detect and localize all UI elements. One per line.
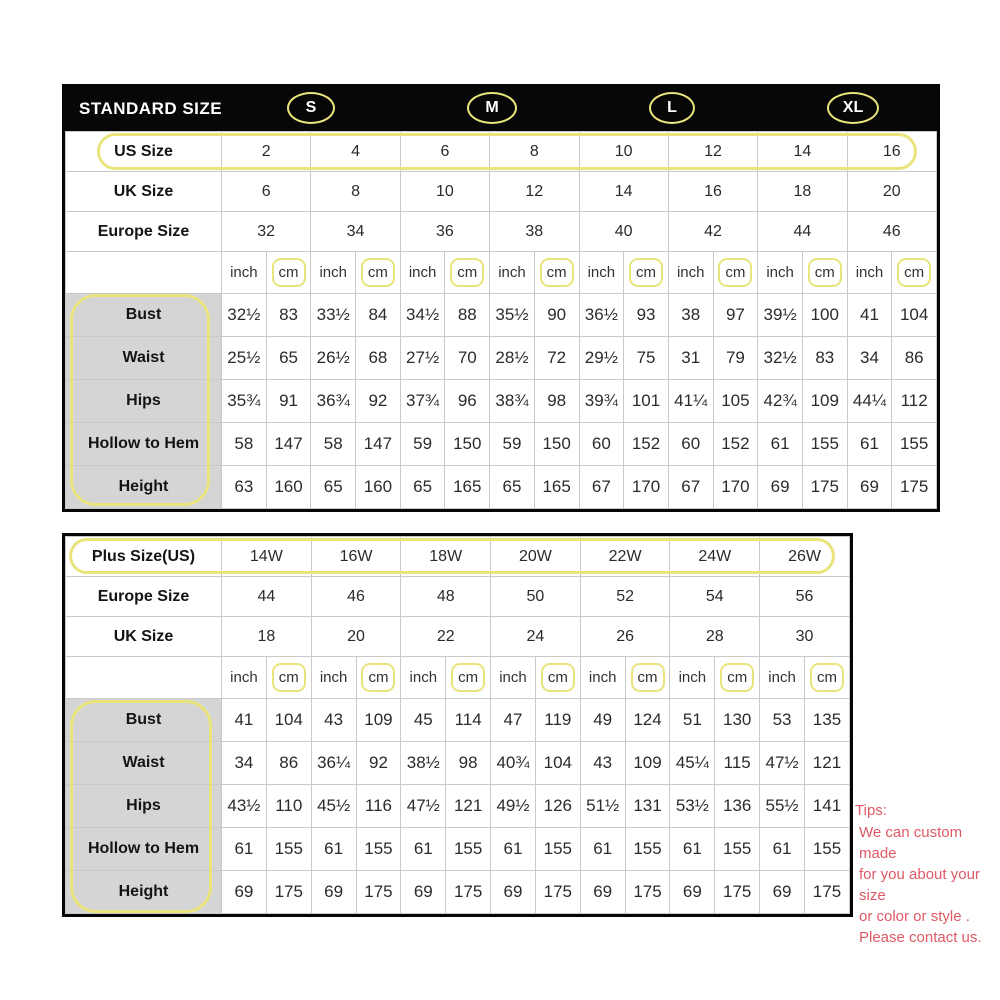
inch-value-cell: 53 xyxy=(760,699,805,742)
cm-highlight-badge: cm xyxy=(272,258,306,287)
inch-value-cell: 26½ xyxy=(311,337,356,380)
unit-inch-cell: inch xyxy=(311,252,356,294)
cm-value-cell: 155 xyxy=(715,828,760,871)
inch-value-cell: 69 xyxy=(311,871,356,914)
cm-value-cell: 92 xyxy=(356,742,401,785)
size-group-l-label: L xyxy=(667,99,677,116)
size-value-cell: 24W xyxy=(670,537,760,577)
custom-made-tips-note xyxy=(855,800,1000,948)
inch-value-cell: 36¾ xyxy=(311,380,356,423)
cm-value-cell: 155 xyxy=(802,423,847,466)
tips-line: or color or style . xyxy=(859,908,970,925)
row-label: Hips xyxy=(66,785,222,828)
cm-value-cell: 104 xyxy=(535,742,580,785)
cm-highlight-badge: cm xyxy=(897,258,931,287)
inch-value-cell: 42¾ xyxy=(758,380,803,423)
cm-value-cell: 70 xyxy=(445,337,490,380)
row-label: UK Size xyxy=(66,172,222,212)
size-row xyxy=(66,212,937,252)
cm-value-cell: 83 xyxy=(266,294,311,337)
cm-value-cell: 155 xyxy=(804,828,849,871)
cm-value-cell: 98 xyxy=(534,380,579,423)
size-row xyxy=(66,537,850,577)
cm-highlight-badge: cm xyxy=(808,258,842,287)
cm-highlight-badge: cm xyxy=(541,663,575,692)
size-value-cell: 16 xyxy=(668,172,757,212)
size-value-cell: 14 xyxy=(758,132,847,172)
inch-value-cell: 65 xyxy=(311,466,356,509)
cm-value-cell: 83 xyxy=(802,337,847,380)
cm-value-cell: 150 xyxy=(534,423,579,466)
unit-row xyxy=(66,252,937,294)
cm-value-cell: 126 xyxy=(535,785,580,828)
inch-value-cell: 47 xyxy=(491,699,536,742)
size-value-cell: 40 xyxy=(579,212,668,252)
inch-value-cell: 47½ xyxy=(760,742,805,785)
inch-value-cell: 60 xyxy=(579,423,624,466)
unit-inch-cell: inch xyxy=(579,252,624,294)
cm-value-cell: 165 xyxy=(534,466,579,509)
inch-value-cell: 29½ xyxy=(579,337,624,380)
cm-value-cell: 165 xyxy=(445,466,490,509)
size-group-s-badge xyxy=(287,92,335,124)
size-value-cell: 48 xyxy=(401,577,491,617)
plus-size-table xyxy=(62,533,853,917)
cm-value-cell: 155 xyxy=(266,828,311,871)
cm-highlight-badge: cm xyxy=(361,258,395,287)
row-label: Europe Size xyxy=(66,577,222,617)
size-value-cell: 30 xyxy=(760,617,850,657)
inch-value-cell: 25½ xyxy=(222,337,267,380)
size-group-xl-label: XL xyxy=(842,99,864,116)
plus-size-grid xyxy=(65,536,850,914)
size-value-cell: 16 xyxy=(847,132,936,172)
size-value-cell: 52 xyxy=(580,577,670,617)
size-value-cell: 50 xyxy=(491,577,581,617)
cm-value-cell: 155 xyxy=(356,828,401,871)
cm-highlight-badge: cm xyxy=(361,663,395,692)
inch-value-cell: 35¾ xyxy=(222,380,267,423)
cm-value-cell: 72 xyxy=(534,337,579,380)
size-value-cell: 20W xyxy=(491,537,581,577)
size-value-cell: 6 xyxy=(400,132,489,172)
cm-value-cell: 116 xyxy=(356,785,401,828)
inch-value-cell: 51½ xyxy=(580,785,625,828)
inch-value-cell: 27½ xyxy=(400,337,445,380)
size-value-cell: 36 xyxy=(400,212,489,252)
size-value-cell: 2 xyxy=(222,132,311,172)
size-value-cell: 12 xyxy=(490,172,579,212)
size-value-cell: 56 xyxy=(760,577,850,617)
size-value-cell: 44 xyxy=(758,212,847,252)
inch-value-cell: 69 xyxy=(760,871,805,914)
cm-highlight-badge: cm xyxy=(810,663,844,692)
cm-value-cell: 91 xyxy=(266,380,311,423)
inch-value-cell: 36½ xyxy=(579,294,624,337)
size-row xyxy=(66,172,937,212)
inch-value-cell: 32½ xyxy=(222,294,267,337)
measurement-row xyxy=(66,423,937,466)
size-value-cell: 46 xyxy=(311,577,401,617)
size-row xyxy=(66,132,937,172)
measurement-row xyxy=(66,699,850,742)
size-value-cell: 22W xyxy=(580,537,670,577)
unit-cm-cell xyxy=(534,252,579,294)
row-label: Europe Size xyxy=(66,212,222,252)
unit-inch-cell: inch xyxy=(400,252,445,294)
cm-value-cell: 86 xyxy=(892,337,937,380)
cm-value-cell: 155 xyxy=(446,828,491,871)
inch-value-cell: 51 xyxy=(670,699,715,742)
cm-value-cell: 109 xyxy=(625,742,670,785)
cm-value-cell: 75 xyxy=(624,337,669,380)
standard-size-table xyxy=(62,84,940,512)
size-value-cell: 18 xyxy=(758,172,847,212)
inch-value-cell: 34½ xyxy=(400,294,445,337)
tips-line: Please contact us. xyxy=(859,929,982,946)
row-label xyxy=(66,252,222,294)
row-label: Height xyxy=(66,871,222,914)
cm-highlight-badge: cm xyxy=(720,663,754,692)
cm-highlight-badge: cm xyxy=(451,663,485,692)
cm-value-cell: 121 xyxy=(446,785,491,828)
measurement-row xyxy=(66,871,850,914)
inch-value-cell: 43 xyxy=(580,742,625,785)
size-value-cell: 16W xyxy=(311,537,401,577)
unit-cm-cell xyxy=(356,657,401,699)
size-value-cell: 18 xyxy=(222,617,312,657)
size-value-cell: 8 xyxy=(311,172,400,212)
cm-value-cell: 175 xyxy=(802,466,847,509)
cm-value-cell: 93 xyxy=(624,294,669,337)
inch-value-cell: 34 xyxy=(222,742,267,785)
size-group-l-badge xyxy=(649,92,695,124)
row-label: Bust xyxy=(66,294,222,337)
cm-value-cell: 150 xyxy=(445,423,490,466)
inch-value-cell: 69 xyxy=(670,871,715,914)
row-label: Waist xyxy=(66,742,222,785)
size-value-cell: 54 xyxy=(670,577,760,617)
measurement-row xyxy=(66,466,937,509)
unit-inch-cell: inch xyxy=(222,252,267,294)
inch-value-cell: 69 xyxy=(580,871,625,914)
cm-value-cell: 175 xyxy=(266,871,311,914)
row-label: Waist xyxy=(66,337,222,380)
inch-value-cell: 37¾ xyxy=(400,380,445,423)
unit-cm-cell xyxy=(804,657,849,699)
inch-value-cell: 45½ xyxy=(311,785,356,828)
inch-value-cell: 38¾ xyxy=(490,380,535,423)
inch-value-cell: 35½ xyxy=(490,294,535,337)
inch-value-cell: 59 xyxy=(490,423,535,466)
row-label: US Size xyxy=(66,132,222,172)
inch-value-cell: 34 xyxy=(847,337,892,380)
cm-value-cell: 160 xyxy=(356,466,401,509)
unit-inch-cell: inch xyxy=(668,252,713,294)
cm-value-cell: 114 xyxy=(446,699,491,742)
inch-value-cell: 61 xyxy=(311,828,356,871)
inch-value-cell: 59 xyxy=(400,423,445,466)
size-group-s-label: S xyxy=(305,99,317,116)
cm-value-cell: 121 xyxy=(804,742,849,785)
size-value-cell: 10 xyxy=(579,132,668,172)
inch-value-cell: 33½ xyxy=(311,294,356,337)
cm-value-cell: 86 xyxy=(266,742,311,785)
cm-value-cell: 136 xyxy=(715,785,760,828)
standard-size-grid xyxy=(65,131,937,509)
size-value-cell: 12 xyxy=(668,132,757,172)
cm-value-cell: 124 xyxy=(625,699,670,742)
cm-highlight-badge: cm xyxy=(718,258,752,287)
size-row xyxy=(66,617,850,657)
unit-cm-cell xyxy=(802,252,847,294)
cm-value-cell: 88 xyxy=(445,294,490,337)
cm-highlight-badge: cm xyxy=(450,258,484,287)
row-label xyxy=(66,657,222,699)
inch-value-cell: 39½ xyxy=(758,294,803,337)
size-value-cell: 34 xyxy=(311,212,400,252)
tips-title: Tips: xyxy=(855,802,887,819)
size-value-cell: 28 xyxy=(670,617,760,657)
unit-inch-cell: inch xyxy=(311,657,356,699)
size-value-cell: 14W xyxy=(222,537,312,577)
cm-value-cell: 97 xyxy=(713,294,758,337)
size-value-cell: 26 xyxy=(580,617,670,657)
size-value-cell: 20 xyxy=(847,172,936,212)
size-value-cell: 44 xyxy=(222,577,312,617)
measurement-row xyxy=(66,380,937,423)
unit-inch-cell: inch xyxy=(401,657,446,699)
inch-value-cell: 63 xyxy=(222,466,267,509)
inch-value-cell: 61 xyxy=(847,423,892,466)
size-value-cell: 14 xyxy=(579,172,668,212)
size-value-cell: 42 xyxy=(668,212,757,252)
inch-value-cell: 41¼ xyxy=(668,380,713,423)
inch-value-cell: 55½ xyxy=(760,785,805,828)
inch-value-cell: 60 xyxy=(668,423,713,466)
inch-value-cell: 61 xyxy=(580,828,625,871)
unit-cm-cell xyxy=(446,657,491,699)
size-value-cell: 20 xyxy=(311,617,401,657)
inch-value-cell: 69 xyxy=(491,871,536,914)
size-value-cell: 32 xyxy=(222,212,311,252)
row-label: Hollow to Hem xyxy=(66,828,222,871)
inch-value-cell: 38 xyxy=(668,294,713,337)
tips-line: for you about your size xyxy=(859,866,980,904)
unit-cm-cell xyxy=(624,252,669,294)
cm-value-cell: 175 xyxy=(535,871,580,914)
cm-value-cell: 98 xyxy=(446,742,491,785)
inch-value-cell: 44¼ xyxy=(847,380,892,423)
cm-value-cell: 112 xyxy=(892,380,937,423)
unit-cm-cell xyxy=(535,657,580,699)
size-group-m-label: M xyxy=(485,99,499,116)
size-value-cell: 8 xyxy=(490,132,579,172)
unit-cm-cell xyxy=(625,657,670,699)
unit-cm-cell xyxy=(356,252,401,294)
tips-line: We can custom made xyxy=(859,824,963,862)
inch-value-cell: 43 xyxy=(311,699,356,742)
cm-value-cell: 109 xyxy=(356,699,401,742)
inch-value-cell: 53½ xyxy=(670,785,715,828)
cm-value-cell: 92 xyxy=(356,380,401,423)
cm-value-cell: 175 xyxy=(356,871,401,914)
cm-value-cell: 170 xyxy=(624,466,669,509)
cm-value-cell: 131 xyxy=(625,785,670,828)
unit-cm-cell xyxy=(892,252,937,294)
inch-value-cell: 61 xyxy=(491,828,536,871)
inch-value-cell: 45¼ xyxy=(670,742,715,785)
inch-value-cell: 69 xyxy=(758,466,803,509)
cm-value-cell: 90 xyxy=(534,294,579,337)
inch-value-cell: 45 xyxy=(401,699,446,742)
size-row xyxy=(66,577,850,617)
cm-value-cell: 175 xyxy=(715,871,760,914)
inch-value-cell: 41 xyxy=(847,294,892,337)
unit-inch-cell: inch xyxy=(760,657,805,699)
cm-value-cell: 147 xyxy=(266,423,311,466)
cm-value-cell: 79 xyxy=(713,337,758,380)
cm-value-cell: 119 xyxy=(535,699,580,742)
inch-value-cell: 61 xyxy=(401,828,446,871)
unit-cm-cell xyxy=(715,657,760,699)
size-value-cell: 26W xyxy=(760,537,850,577)
cm-value-cell: 130 xyxy=(715,699,760,742)
cm-value-cell: 135 xyxy=(804,699,849,742)
cm-value-cell: 155 xyxy=(535,828,580,871)
unit-inch-cell: inch xyxy=(491,657,536,699)
row-label: UK Size xyxy=(66,617,222,657)
row-label: Hollow to Hem xyxy=(66,423,222,466)
inch-value-cell: 61 xyxy=(670,828,715,871)
cm-value-cell: 84 xyxy=(356,294,401,337)
cm-value-cell: 104 xyxy=(892,294,937,337)
size-value-cell: 10 xyxy=(400,172,489,212)
inch-value-cell: 69 xyxy=(847,466,892,509)
unit-cm-cell xyxy=(445,252,490,294)
size-value-cell: 4 xyxy=(311,132,400,172)
inch-value-cell: 38½ xyxy=(401,742,446,785)
measurement-row xyxy=(66,828,850,871)
cm-value-cell: 175 xyxy=(625,871,670,914)
standard-table-title: STANDARD SIZE xyxy=(79,99,223,118)
unit-inch-cell: inch xyxy=(847,252,892,294)
inch-value-cell: 69 xyxy=(222,871,267,914)
inch-value-cell: 39¾ xyxy=(579,380,624,423)
unit-inch-cell: inch xyxy=(490,252,535,294)
measurement-row xyxy=(66,785,850,828)
cm-value-cell: 105 xyxy=(713,380,758,423)
inch-value-cell: 49½ xyxy=(491,785,536,828)
cm-value-cell: 68 xyxy=(356,337,401,380)
inch-value-cell: 65 xyxy=(400,466,445,509)
row-label: Hips xyxy=(66,380,222,423)
inch-value-cell: 69 xyxy=(401,871,446,914)
inch-value-cell: 32½ xyxy=(758,337,803,380)
row-label: Height xyxy=(66,466,222,509)
standard-table-header xyxy=(65,87,937,131)
cm-value-cell: 175 xyxy=(804,871,849,914)
inch-value-cell: 61 xyxy=(760,828,805,871)
measurement-row xyxy=(66,742,850,785)
row-label: Plus Size(US) xyxy=(66,537,222,577)
cm-value-cell: 175 xyxy=(892,466,937,509)
cm-value-cell: 152 xyxy=(624,423,669,466)
inch-value-cell: 40¾ xyxy=(491,742,536,785)
unit-cm-cell xyxy=(266,252,311,294)
cm-value-cell: 104 xyxy=(266,699,311,742)
inch-value-cell: 67 xyxy=(579,466,624,509)
cm-highlight-badge: cm xyxy=(629,258,663,287)
unit-inch-cell: inch xyxy=(758,252,803,294)
row-label: Bust xyxy=(66,699,222,742)
inch-value-cell: 58 xyxy=(311,423,356,466)
inch-value-cell: 49 xyxy=(580,699,625,742)
unit-inch-cell: inch xyxy=(222,657,267,699)
size-value-cell: 24 xyxy=(491,617,581,657)
inch-value-cell: 36¼ xyxy=(311,742,356,785)
cm-value-cell: 147 xyxy=(356,423,401,466)
cm-highlight-badge: cm xyxy=(540,258,574,287)
unit-cm-cell xyxy=(713,252,758,294)
unit-inch-cell: inch xyxy=(670,657,715,699)
size-value-cell: 38 xyxy=(490,212,579,252)
unit-row xyxy=(66,657,850,699)
size-value-cell: 22 xyxy=(401,617,491,657)
cm-value-cell: 152 xyxy=(713,423,758,466)
cm-value-cell: 100 xyxy=(802,294,847,337)
cm-value-cell: 115 xyxy=(715,742,760,785)
measurement-row xyxy=(66,337,937,380)
size-value-cell: 18W xyxy=(401,537,491,577)
cm-value-cell: 109 xyxy=(802,380,847,423)
inch-value-cell: 31 xyxy=(668,337,713,380)
inch-value-cell: 43½ xyxy=(222,785,267,828)
inch-value-cell: 47½ xyxy=(401,785,446,828)
inch-value-cell: 61 xyxy=(222,828,267,871)
inch-value-cell: 28½ xyxy=(490,337,535,380)
cm-value-cell: 141 xyxy=(804,785,849,828)
unit-cm-cell xyxy=(266,657,311,699)
cm-value-cell: 175 xyxy=(446,871,491,914)
inch-value-cell: 67 xyxy=(668,466,713,509)
unit-inch-cell: inch xyxy=(580,657,625,699)
cm-value-cell: 101 xyxy=(624,380,669,423)
cm-value-cell: 160 xyxy=(266,466,311,509)
measurement-row xyxy=(66,294,937,337)
cm-value-cell: 96 xyxy=(445,380,490,423)
inch-value-cell: 61 xyxy=(758,423,803,466)
cm-highlight-badge: cm xyxy=(631,663,665,692)
inch-value-cell: 65 xyxy=(490,466,535,509)
inch-value-cell: 41 xyxy=(222,699,267,742)
cm-value-cell: 110 xyxy=(266,785,311,828)
inch-value-cell: 58 xyxy=(222,423,267,466)
size-group-xl-badge xyxy=(827,92,879,124)
cm-highlight-badge: cm xyxy=(272,663,306,692)
cm-value-cell: 155 xyxy=(625,828,670,871)
size-group-m-badge xyxy=(467,92,517,124)
cm-value-cell: 65 xyxy=(266,337,311,380)
size-value-cell: 6 xyxy=(222,172,311,212)
cm-value-cell: 155 xyxy=(892,423,937,466)
size-value-cell: 46 xyxy=(847,212,936,252)
cm-value-cell: 170 xyxy=(713,466,758,509)
